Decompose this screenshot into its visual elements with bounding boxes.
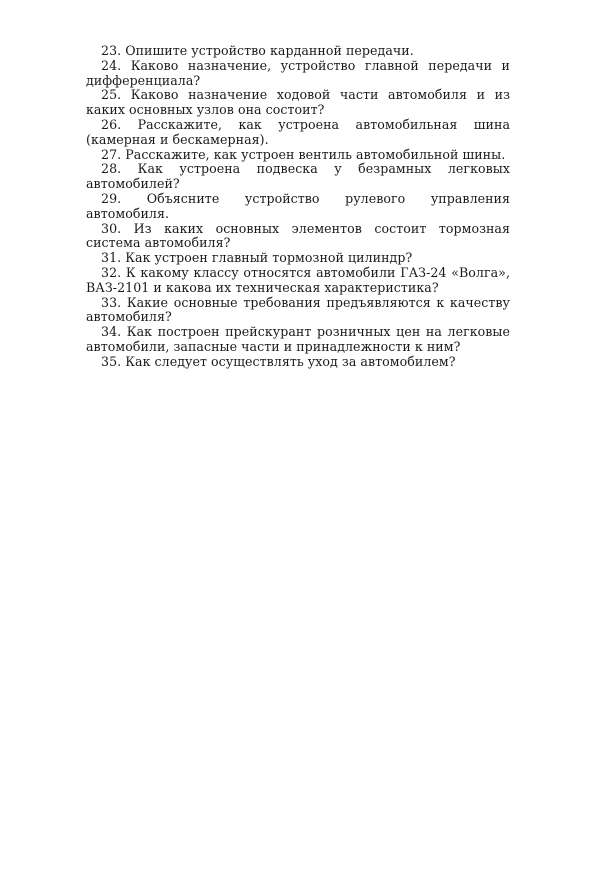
question-29: 29. Объясните устройство рулевого управления автомобиля. <box>86 190 510 221</box>
question-24: 24. Каково назначение, устройство главной передачи и дифференциала? <box>86 57 510 88</box>
question-31: 31. Как устроен главный тормозной цилиндр? <box>101 250 413 266</box>
question-23: 23. Опишите устройство карданной передачи. <box>101 43 414 58</box>
question-34: 34. Как построен прейскурант розничных цен на легковые автомобили, запасные части и принадлежности к ним? <box>86 324 510 354</box>
questions-list <box>86 44 510 370</box>
question-32: 32. К какому классу относятся автомобили ГАЗ-24 «Волга», ВАЗ-2101 и какова их техническая характеристика? <box>86 264 510 295</box>
question-30: 30. Из каких основных элементов состоит тормозная система автомобиля? <box>86 220 510 251</box>
question-28: 28. Как устроена подвеска у безрамных легковых автомобилей? <box>86 161 510 192</box>
question-27: 27. Расскажите, как устроен вентиль автомобильной шины. <box>101 146 506 162</box>
question-35: 35. Как следует осуществлять уход за автомобилем? <box>101 353 456 369</box>
question-25: 25. Каково назначение ходовой части автомобиля и из каких основных узлов она состоит? <box>86 87 510 118</box>
question-26: 26. Расскажите, как устроена автомобильная шина (камерная и бескамерная). <box>86 116 510 147</box>
question-33: 33. Какие основные требования предъявляются к качеству автомобиля? <box>86 294 510 325</box>
